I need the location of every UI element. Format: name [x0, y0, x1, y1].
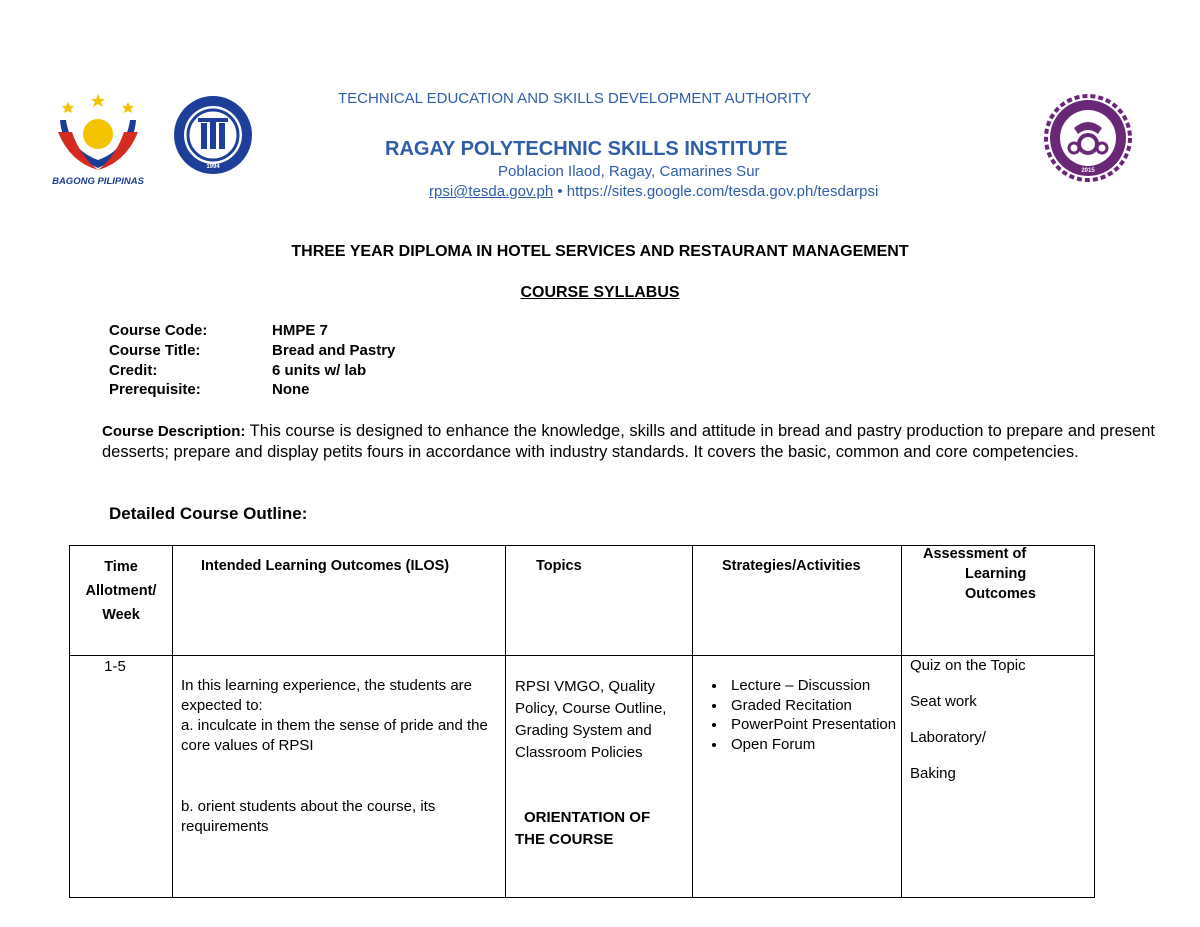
prerequisite-label: Prerequisite:	[109, 381, 201, 398]
list-item: Quiz on the Topic	[910, 657, 1026, 674]
credit-label: Credit:	[109, 362, 158, 379]
ilo-item-b: b. orient students about the course, its requirements	[181, 798, 436, 835]
header-time-line: Time	[104, 559, 138, 575]
strategies-list	[693, 676, 901, 754]
tesda-seal	[172, 94, 254, 176]
rpsi-seal	[1044, 94, 1132, 182]
header-strategies-text: Strategies/Activities	[722, 558, 861, 574]
ilo-cell	[173, 656, 506, 898]
list-item: Laboratory/	[910, 729, 986, 746]
website-link[interactable]: https://sites.google.com/tesda.gov.ph/tesdarpsi	[566, 183, 879, 200]
list-item: • Lecture – Discussion	[727, 676, 901, 696]
topics-bold: ORIENTATION OF THE COURSE	[515, 809, 651, 848]
table-header-row	[70, 546, 1095, 656]
bagong-pilipinas-logo	[50, 92, 146, 188]
strategies-cell	[693, 656, 902, 898]
outline-title: Detailed Course Outline:	[109, 504, 308, 523]
email-link[interactable]: rpsi@tesda.gov.ph	[429, 183, 554, 200]
course-outline-table	[69, 545, 1095, 898]
header-time-line: Week	[102, 607, 140, 623]
separator: •	[553, 183, 567, 200]
header-topics-text: Topics	[536, 558, 582, 574]
agency-name: TECHNICAL EDUCATION AND SKILLS DEVELOPMENT AUTHORITY	[338, 90, 812, 107]
header-assessment-line: Outcomes	[965, 586, 1036, 602]
institute-address: Poblacion Ilaod, Ragay, Camarines Sur	[498, 163, 760, 180]
week-value: 1-5	[104, 658, 126, 675]
ilo-item-a: a. inculcate in them the sense of pride and the core values of RPSI	[181, 717, 488, 754]
course-code-row	[109, 322, 328, 339]
list-item: • Open Forum	[727, 735, 901, 755]
syllabus-title: COURSE SYLLABUS	[520, 284, 680, 301]
description-text: This course is designed to enhance the knowledge, skills and attitude in bread and pastry production to prepare and present desserts; prepare and display petits fours in accordance with industry standards. It covers the basic, common and core competencies.	[102, 422, 1155, 461]
course-title-label: Course Title:	[109, 342, 201, 359]
header-time	[70, 546, 173, 656]
list-item: • Graded Recitation	[727, 696, 901, 716]
list-item: Baking	[910, 765, 956, 782]
course-code-label: Course Code:	[109, 322, 208, 339]
description-label: Course Description:	[102, 423, 246, 440]
svg-text:1994: 1994	[206, 164, 220, 170]
list-item: Seat work	[910, 693, 977, 710]
course-title-value: Bread and Pastry	[272, 342, 396, 359]
course-description	[102, 421, 1172, 463]
header-ilo	[173, 546, 506, 656]
credit-row	[109, 362, 366, 379]
institute-name: RAGAY POLYTECHNIC SKILLS INSTITUTE	[385, 138, 788, 160]
header-strategies	[693, 546, 902, 656]
week-cell	[70, 656, 173, 898]
header-assessment-line: Learning	[965, 566, 1027, 582]
assessment-cell	[902, 656, 1095, 898]
topics-cell	[506, 656, 693, 898]
svg-text:BAGONG PILIPINAS: BAGONG PILIPINAS	[52, 176, 144, 187]
header-time-line: Allotment/	[85, 583, 157, 599]
course-title-row	[109, 342, 395, 359]
header-topics	[506, 546, 693, 656]
program-title: THREE YEAR DIPLOMA IN HOTEL SERVICES AND RESTAURANT MANAGEMENT	[291, 243, 909, 260]
topics-text: RPSI VMGO, Quality Policy, Course Outline, Grading System and Classroom Policies	[515, 678, 667, 761]
course-code-value: HMPE 7	[272, 322, 328, 339]
contact-line	[429, 183, 878, 200]
header-assessment-line: Assessment of	[923, 546, 1027, 562]
credit-value: 6 units w/ lab	[272, 362, 367, 379]
header-ilo-text: Intended Learning Outcomes (ILOS)	[201, 558, 450, 574]
svg-text:2015: 2015	[1081, 168, 1095, 174]
prerequisite-value: None	[272, 381, 310, 398]
ilo-intro: In this learning experience, the students are expected to:	[181, 677, 473, 714]
list-item: • PowerPoint Presentation	[727, 715, 901, 735]
prerequisite-row	[109, 381, 310, 398]
header-assessment	[902, 546, 1095, 656]
table-row	[70, 656, 1095, 898]
